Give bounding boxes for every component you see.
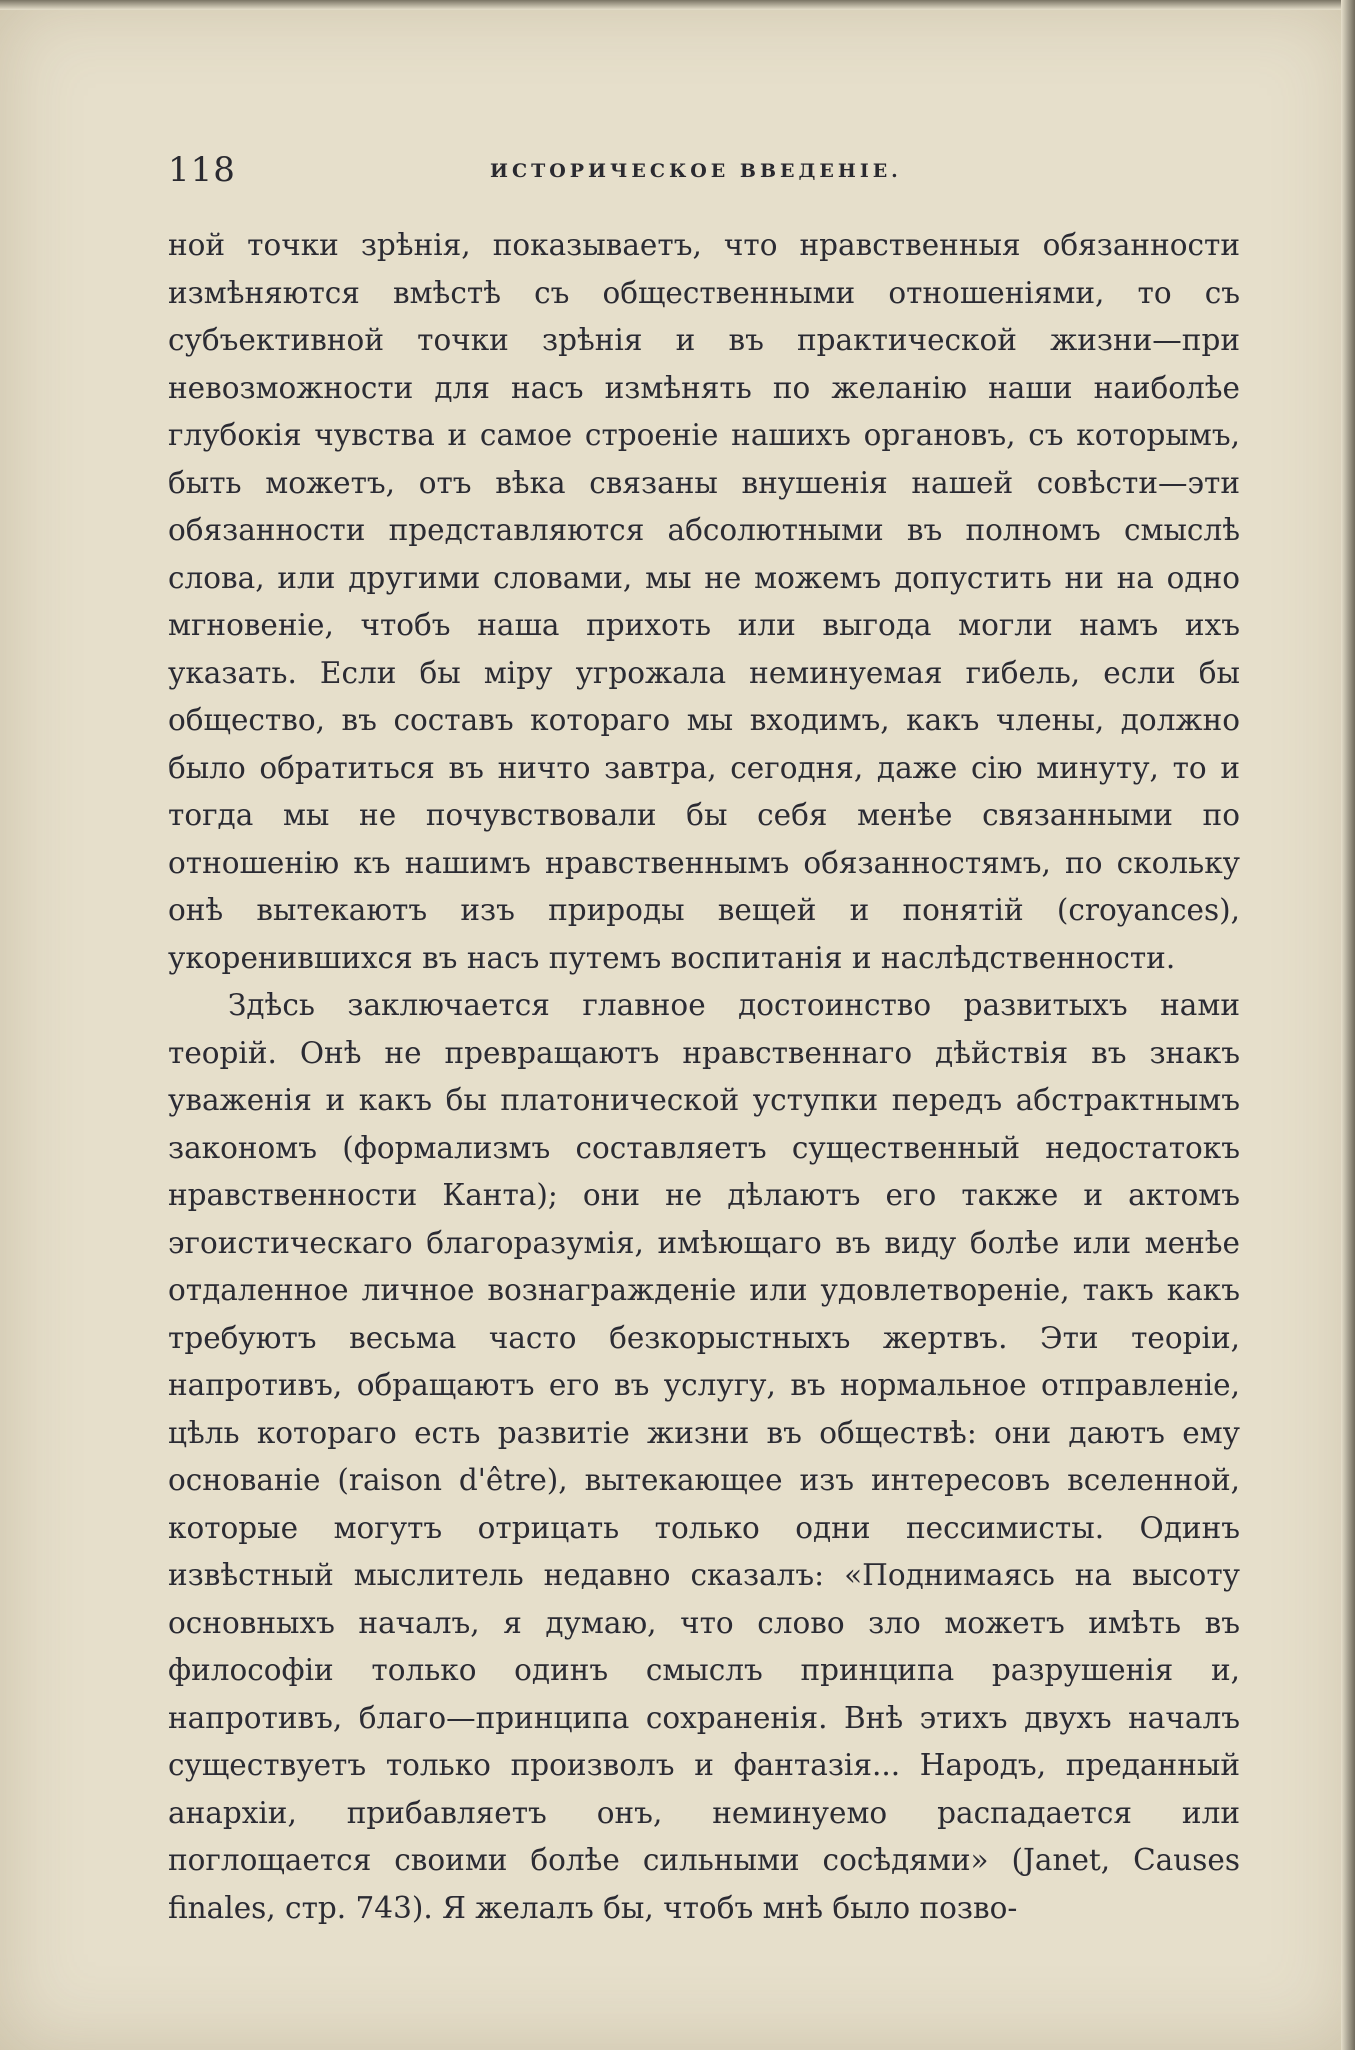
- page-right-edge: [1341, 0, 1355, 2050]
- page-top-edge: [0, 0, 1355, 10]
- running-title: ИСТОРИЧЕСКОЕ ВВЕДЕНІЕ.: [490, 160, 902, 182]
- paragraph: Здѣсь заключается главное достоинство развитыхъ нами теорій. Онѣ не превращаютъ нравственнаго дѣйствія въ знакъ уваженія и какъ бы платонической уступки передъ абстрактнымъ закономъ (формализмъ составляетъ существенный недостатокъ нравственности Канта); они не дѣлаютъ его также и актомъ эгоистическаго благоразумія, имѣющаго въ виду болѣе или менѣе отдаленное личное вознагражденіе или удовлетвореніе, такъ какъ требуютъ весьма часто безкорыстныхъ жертвъ. Эти теоріи, напротивъ, обращаютъ его въ услугу, въ нормальное отправленіе, цѣль котораго есть развитіе жизни въ обществѣ: они даютъ ему основаніе (raison d'être), вытекающее изъ интересовъ вселенной, которые могутъ отрицать только одни пессимисты. Одинъ извѣстный мыслитель недавно сказалъ: «Поднимаясь на высоту основныхъ началъ, я думаю, что слово зло можетъ имѣть въ философіи только одинъ смыслъ принципа разрушенія и, напротивъ, благо—принципа сохраненія. Внѣ этихъ двухъ началъ существуетъ только произволъ и фантазія... Народъ, преданный анархіи, прибавляетъ онъ, неминуемо распадается или поглощается своими болѣе сильными сосѣдями» (Janet, Causes finales, стр. 743). Я желалъ бы, чтобъ мнѣ было позво-: [168, 988, 1240, 1925]
- page-number: 118: [168, 150, 236, 190]
- paragraph-continuation: ной точки зрѣнія, показываетъ, что нравственныя обязанности измѣняются вмѣстѣ съ общественными отношеніями, то съ субъективной точки зрѣнія и въ практической жизни—при невозможности для насъ измѣнять по желанію наши наиболѣе глубокія чувства и самое строеніе нашихъ органовъ, съ которымъ, быть можетъ, отъ вѣка связаны внушенія нашей совѣсти—эти обязанности представляются абсолютными въ полномъ смыслѣ слова, или другими словами, мы не можемъ допустить ни на одно мгновеніе, чтобъ наша прихоть или выгода могли намъ ихъ указать. Если бы міру угрожала неминуемая гибель, если бы общество, въ составъ котораго мы входимъ, какъ члены, должно было обратиться въ ничто завтра, сегодня, даже сію минуту, то и тогда мы не почувствовали бы себя менѣе связанными по отношенію къ нашимъ нравственнымъ обязанностямъ, по скольку онѣ вытекаютъ изъ природы вещей и понятій (croyances), укоренившихся въ насъ путемъ воспитанія и наслѣдственности.: [168, 228, 1240, 975]
- body-text: [168, 222, 1240, 1932]
- page-header: [168, 150, 1240, 200]
